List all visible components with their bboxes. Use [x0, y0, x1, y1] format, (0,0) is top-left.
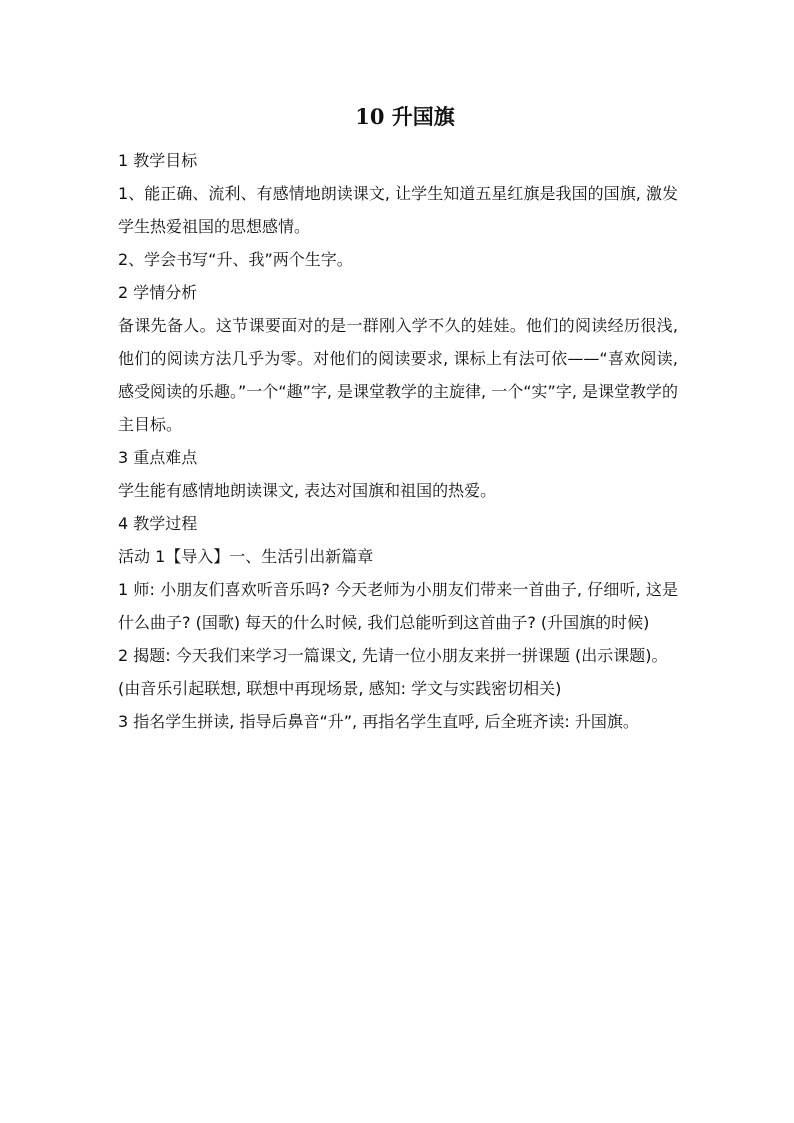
analysis-paragraph: 备课先备人。这节课要面对的是一群刚入学不久的娃娃。他们的阅读经历很浅, 他们的阅读方法几乎为零。对他们的阅读要求, 课标上有法可依——“喜欢阅读, 感受阅读的乐趣。”一个“趣”字, 是课堂教学的主旋律, 一个“实”字, 是课堂教学的主目标。 — [118, 316, 678, 434]
section-heading-goals: 1 教学目标 — [118, 151, 198, 170]
activity-heading: 活动 1【导入】一、生活引出新篇章 — [118, 547, 374, 566]
process-note: (由音乐引起联想, 联想中再现场景, 感知: 学文与实践密切相关) — [118, 679, 562, 698]
section-heading-analysis: 2 学情分析 — [118, 283, 198, 302]
goal-paragraph-2: 2、学会书写“升、我”两个生字。 — [118, 250, 353, 269]
document-body — [118, 100, 678, 738]
goal-paragraph-1: 1、能正确、流利、有感情地朗读课文, 让学生知道五星红旗是我国的国旗, 激发学生热爱祖国的思想感情。 — [118, 184, 678, 236]
section-heading-key-points: 3 重点难点 — [118, 448, 198, 467]
key-points-paragraph: 学生能有感情地朗读课文, 表达对国旗和祖国的热爱。 — [118, 481, 497, 500]
section-heading-process: 4 教学过程 — [118, 514, 198, 533]
process-step-2: 2 揭题: 今天我们来学习一篇课文, 先请一位小朋友来拼一拼课题 (出示课题)。 — [118, 646, 668, 665]
process-step-1: 1 师: 小朋友们喜欢听音乐吗? 今天老师为小朋友们带来一首曲子, 仔细听, 这是什么曲子? (国歌) 每天的什么时候, 我们总能听到这首曲子? (升国旗的时候) — [118, 580, 678, 632]
page-title: 10 升国旗 — [355, 104, 455, 129]
process-step-3: 3 指名学生拼读, 指导后鼻音“升”, 再指名学生直呼, 后全班齐读: 升国旗。 — [118, 712, 639, 731]
